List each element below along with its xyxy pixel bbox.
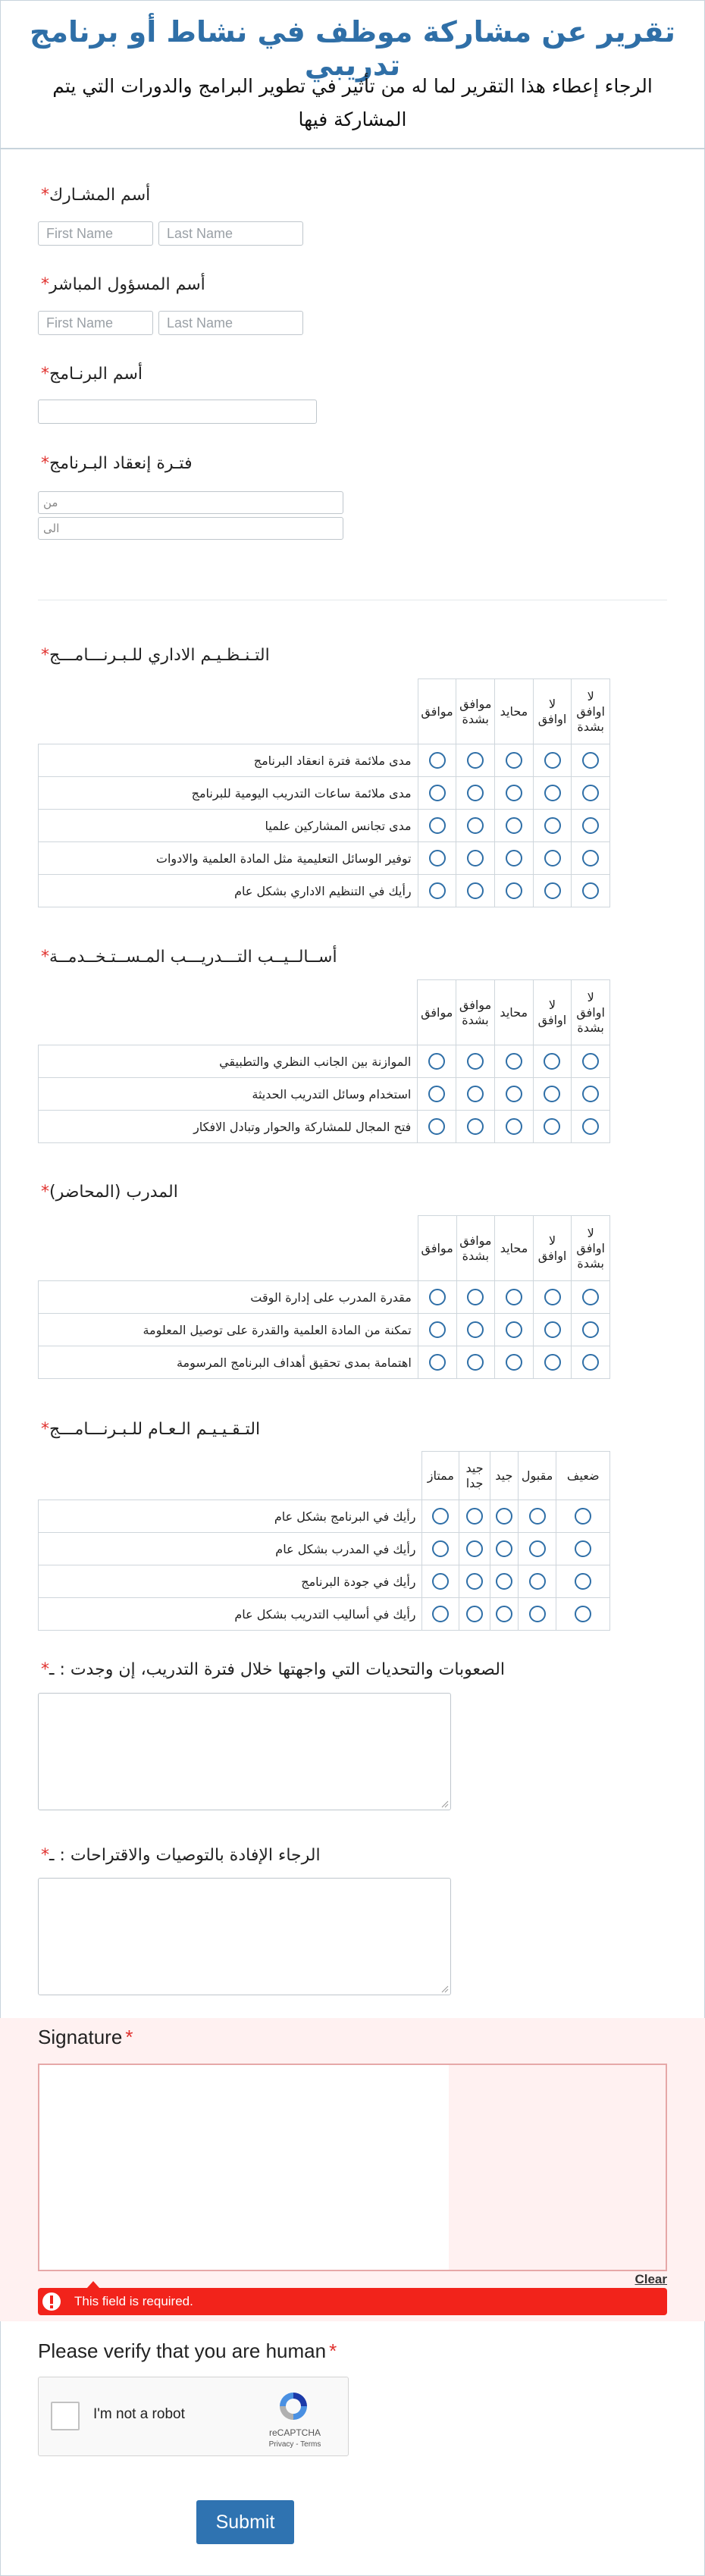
radio-button[interactable]	[544, 882, 561, 899]
column-header: موافق	[418, 1216, 456, 1281]
required-mark: *	[41, 186, 49, 205]
radio-button[interactable]	[544, 1289, 561, 1305]
recaptcha-logo-icon	[275, 2388, 312, 2424]
radio-button[interactable]	[496, 1508, 512, 1525]
row-label: رأيك في التنظيم الاداري بشكل عام	[39, 875, 418, 907]
participant-label: *أسم المشـارك	[41, 186, 151, 205]
form-subtitle: الرجاء إعطاء هذا التقرير لما له من تأثير في تطوير البرامج والدورات التي يتم المشاركة فيها	[52, 75, 653, 130]
radio-button[interactable]	[529, 1573, 546, 1590]
radio-button[interactable]	[467, 1321, 484, 1338]
radio-button[interactable]	[582, 752, 599, 769]
radio-button[interactable]	[429, 1321, 446, 1338]
form-title: تقرير عن مشاركة موظف في نشاط أو برنامج تدريبي	[30, 15, 675, 82]
table-row	[39, 1533, 610, 1565]
radio-button[interactable]	[506, 882, 522, 899]
form-header	[0, 0, 705, 149]
radio-button[interactable]	[467, 1118, 484, 1135]
recommendations-label: *الرجاء الإفادة بالتوصيات والاقتراحات : ـ	[41, 1846, 321, 1865]
row-label: رأيك في أساليب التدريب بشكل عام	[39, 1598, 422, 1631]
resize-grip-icon[interactable]	[441, 1800, 449, 1808]
radio-button[interactable]	[544, 785, 561, 801]
radio-button[interactable]	[544, 1321, 561, 1338]
signature-canvas[interactable]	[39, 2065, 449, 2270]
radio-button[interactable]	[467, 785, 484, 801]
radio-button[interactable]	[428, 1086, 445, 1102]
radio-button[interactable]	[467, 850, 484, 867]
column-header: جيد	[490, 1452, 518, 1500]
radio-button[interactable]	[429, 785, 446, 801]
radio-button[interactable]	[529, 1606, 546, 1622]
column-header: موافق بشدة	[456, 1216, 495, 1281]
radio-button[interactable]	[467, 1053, 484, 1070]
table-row	[39, 1078, 610, 1111]
row-label: فتح المجال للمشاركة والحوار وتبادل الافكار	[39, 1111, 418, 1143]
required-mark: *	[41, 454, 49, 473]
difficulties-textarea[interactable]	[38, 1693, 451, 1810]
column-header: موافق بشدة	[456, 980, 495, 1045]
radio-button[interactable]	[575, 1573, 591, 1590]
required-mark: *	[41, 1660, 49, 1679]
radio-button[interactable]	[529, 1508, 546, 1525]
matrix-overall	[38, 1451, 610, 1631]
required-mark: *	[41, 1420, 49, 1439]
exclamation-circle-icon	[41, 2289, 62, 2314]
submit-button[interactable]: Submit	[196, 2500, 294, 2544]
signature-error-message	[38, 2288, 667, 2315]
radio-button[interactable]	[582, 1053, 599, 1070]
radio-button[interactable]	[582, 850, 599, 867]
radio-button[interactable]	[544, 1118, 560, 1135]
verify-label: Please verify that you are human *	[38, 2339, 337, 2362]
signature-pad[interactable]	[38, 2064, 667, 2271]
column-header: لا اوافق بشدة	[572, 679, 610, 744]
radio-button[interactable]	[582, 1118, 599, 1135]
signature-label: Signature *	[38, 2026, 133, 2048]
error-text: This field is required.	[74, 2294, 193, 2308]
radio-button[interactable]	[429, 752, 446, 769]
matrix-admin-title: *التـنـظـيـم الاداري للـبـرنـــامـــج	[41, 646, 270, 665]
radio-button[interactable]	[496, 1540, 512, 1557]
radio-button[interactable]	[429, 1289, 446, 1305]
table-row	[39, 1565, 610, 1598]
signature-clear-link[interactable]: Clear	[634, 2272, 667, 2286]
participant-first-name-input[interactable]: First Name	[38, 221, 153, 246]
column-header: لا اوافق	[533, 980, 572, 1045]
radio-button[interactable]	[506, 785, 522, 801]
column-header: مقبول	[518, 1452, 556, 1500]
row-label: الموازنة بين الجانب النظري والتطبيقي	[39, 1045, 418, 1078]
radio-button[interactable]	[544, 752, 561, 769]
radio-button[interactable]	[506, 752, 522, 769]
program-name-input[interactable]	[38, 400, 317, 424]
column-header: لا اوافق بشدة	[572, 1216, 610, 1281]
matrix-overall-title: *التـقـيـيـم الـعـام للـبـرنـــامـــج	[41, 1420, 261, 1439]
radio-button[interactable]	[544, 1053, 560, 1070]
table-row	[39, 1281, 610, 1314]
radio-button[interactable]	[506, 1354, 522, 1371]
column-header: محايد	[495, 1216, 534, 1281]
radio-button[interactable]	[544, 817, 561, 834]
row-label: تمكنة من المادة العلمية والقدرة على توصيل المعلومة	[39, 1314, 418, 1346]
radio-button[interactable]	[506, 850, 522, 867]
radio-button[interactable]	[544, 1354, 561, 1371]
radio-button[interactable]	[582, 882, 599, 899]
radio-button[interactable]	[529, 1540, 546, 1557]
radio-button[interactable]	[544, 850, 561, 867]
recaptcha-privacy-terms-links[interactable]: Privacy - Terms	[268, 2440, 321, 2449]
column-header: ممتاز	[422, 1452, 459, 1500]
radio-button[interactable]	[575, 1540, 591, 1557]
radio-button[interactable]	[575, 1508, 591, 1525]
radio-button[interactable]	[467, 1354, 484, 1371]
row-label: رأيك في البرنامج بشكل عام	[39, 1500, 422, 1533]
row-label: مدى تجانس المشاركين علميا	[39, 810, 418, 842]
row-label: مدى ملائمة فترة انعقاد البرنامج	[39, 744, 418, 777]
table-row	[39, 810, 610, 842]
table-row	[39, 1111, 610, 1143]
radio-button[interactable]	[582, 817, 599, 834]
matrix-methods-title: *أســالــيــب التـــدريـــب المـســتـخــدمــة	[41, 948, 337, 967]
required-mark: *	[41, 646, 49, 665]
resize-grip-icon[interactable]	[441, 1985, 449, 1993]
radio-button[interactable]	[496, 1573, 512, 1590]
column-header: جيد جدا	[459, 1452, 490, 1500]
radio-button[interactable]	[466, 1573, 483, 1590]
table-row	[39, 842, 610, 875]
row-label: مدى ملائمة ساعات التدريب اليومية للبرنامج	[39, 777, 418, 810]
radio-button[interactable]	[582, 1086, 599, 1102]
matrix-trainer	[38, 1215, 610, 1379]
radio-button[interactable]	[506, 1321, 522, 1338]
required-mark: *	[125, 2026, 133, 2048]
row-label: استخدام وسائل التدريب الحديثة	[39, 1078, 418, 1111]
table-row	[39, 1598, 610, 1631]
column-header: لا اوافق	[533, 679, 572, 744]
radio-button[interactable]	[467, 752, 484, 769]
column-header: موافق	[418, 679, 456, 744]
table-row	[39, 1500, 610, 1533]
row-label: مقدرة المدرب على إدارة الوقت	[39, 1281, 418, 1314]
signature-section	[0, 2018, 705, 2321]
supervisor-label: *أسم المسؤول المباشر	[41, 275, 205, 294]
table-row	[39, 744, 610, 777]
table-row	[39, 777, 610, 810]
recaptcha-widget	[38, 2377, 349, 2456]
recaptcha-label: I'm not a robot	[93, 2406, 185, 2422]
radio-button[interactable]	[506, 1289, 522, 1305]
table-row	[39, 1346, 610, 1379]
radio-button[interactable]	[582, 1354, 599, 1371]
radio-button[interactable]	[467, 1086, 484, 1102]
radio-button[interactable]	[429, 817, 446, 834]
row-label: توفير الوسائل التعليمية مثل المادة العلمية والادوات	[39, 842, 418, 875]
radio-button[interactable]	[467, 882, 484, 899]
radio-button[interactable]	[496, 1606, 512, 1622]
radio-button[interactable]	[575, 1606, 591, 1622]
radio-button[interactable]	[582, 1289, 599, 1305]
radio-button[interactable]	[467, 817, 484, 834]
period-to-input[interactable]: الى	[38, 517, 343, 540]
radio-button[interactable]	[429, 850, 446, 867]
radio-button[interactable]	[582, 1321, 599, 1338]
column-header: محايد	[494, 980, 533, 1045]
matrix-methods	[38, 979, 610, 1143]
period-from-input[interactable]: من	[38, 491, 343, 514]
supervisor-first-name-input[interactable]: First Name	[38, 311, 153, 335]
radio-button[interactable]	[466, 1540, 483, 1557]
radio-button[interactable]	[506, 817, 522, 834]
radio-button[interactable]	[466, 1606, 483, 1622]
column-header: موافق بشدة	[456, 679, 495, 744]
radio-button[interactable]	[428, 1118, 445, 1135]
matrix-admin	[38, 678, 610, 907]
radio-button[interactable]	[582, 785, 599, 801]
matrix-trainer-title: *المدرب (المحاضر)	[41, 1183, 178, 1202]
recaptcha-checkbox[interactable]	[51, 2402, 80, 2430]
required-mark: *	[41, 948, 49, 967]
difficulties-label: *الصعوبات والتحديات التي واجهتها خلال فترة التدريب، إن وجدت : ـ	[41, 1660, 506, 1679]
table-row	[39, 1045, 610, 1078]
required-mark: *	[41, 1183, 49, 1202]
row-label: اهتمامة بمدى تحقيق أهداف البرنامج المرسومة	[39, 1346, 418, 1379]
recommendations-textarea[interactable]	[38, 1878, 451, 1995]
radio-button[interactable]	[432, 1508, 449, 1525]
radio-button[interactable]	[506, 1086, 522, 1102]
row-label: رأيك في المدرب بشكل عام	[39, 1533, 422, 1565]
required-mark: *	[41, 275, 49, 294]
table-row	[39, 1314, 610, 1346]
column-header: موافق	[418, 980, 456, 1045]
radio-button[interactable]	[432, 1606, 449, 1622]
table-row	[39, 875, 610, 907]
column-header: محايد	[495, 679, 534, 744]
radio-button[interactable]	[429, 882, 446, 899]
required-mark: *	[41, 365, 49, 384]
supervisor-last-name-input[interactable]: Last Name	[158, 311, 303, 335]
column-header: لا اوافق بشدة	[572, 980, 610, 1045]
radio-button[interactable]	[429, 1354, 446, 1371]
radio-button[interactable]	[467, 1289, 484, 1305]
radio-button[interactable]	[506, 1053, 522, 1070]
column-header: ضعيف	[556, 1452, 610, 1500]
radio-button[interactable]	[432, 1573, 449, 1590]
required-mark: *	[41, 1846, 49, 1865]
column-header: لا اوافق	[533, 1216, 572, 1281]
program-period-label: *فتـرة إنعقاد البـرنامج	[41, 454, 193, 473]
radio-button[interactable]	[432, 1540, 449, 1557]
row-label: رأيك في جودة البرنامج	[39, 1565, 422, 1598]
radio-button[interactable]	[466, 1508, 483, 1525]
radio-button[interactable]	[428, 1053, 445, 1070]
participant-last-name-input[interactable]: Last Name	[158, 221, 303, 246]
radio-button[interactable]	[506, 1118, 522, 1135]
recaptcha-brand: reCAPTCHA	[268, 2427, 321, 2438]
radio-button[interactable]	[544, 1086, 560, 1102]
program-name-label: *أسم البرنـامج	[41, 365, 143, 384]
required-mark: *	[329, 2339, 337, 2362]
